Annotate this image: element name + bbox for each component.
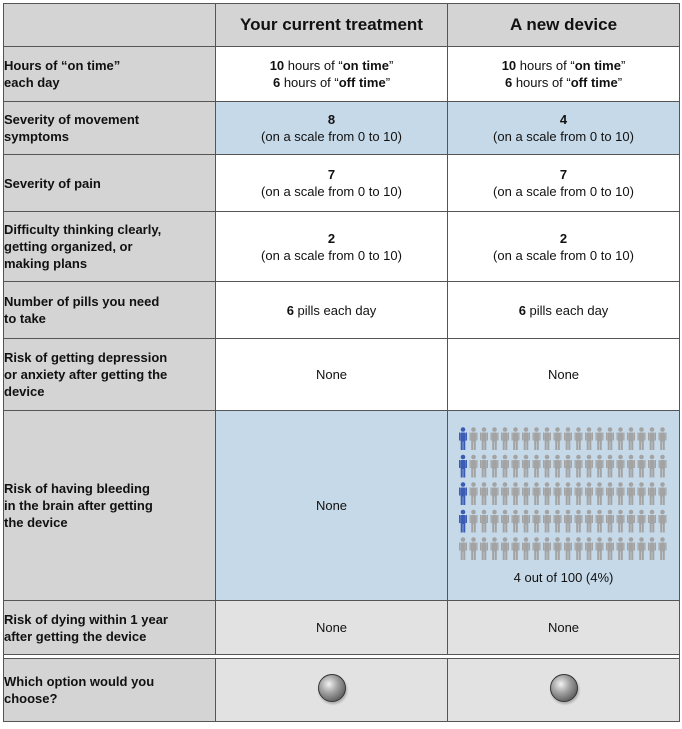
- value-number: 10: [269, 58, 285, 73]
- person-icon: [553, 427, 561, 450]
- person-icon: [648, 482, 656, 505]
- person-icon: [501, 482, 509, 505]
- person-icon: [543, 510, 551, 533]
- value-text: pills each day: [293, 302, 377, 318]
- person-icon: [469, 537, 477, 560]
- value-emphasis: on time: [574, 58, 621, 73]
- person-icon: [595, 427, 603, 450]
- person-icon: [616, 427, 624, 450]
- person-icon: [511, 482, 519, 505]
- cell-device: None: [448, 601, 680, 655]
- row-label-line: Severity of movement: [4, 112, 140, 127]
- header-row: [4, 4, 680, 47]
- person-icon: [627, 482, 635, 505]
- person-icon: [532, 427, 540, 450]
- person-icon: [658, 427, 666, 450]
- row-label-line: Number of pills you need: [4, 294, 160, 309]
- value-text: hours of “: [516, 58, 575, 73]
- cell-current: [216, 282, 448, 339]
- value-text: hours of “: [512, 75, 571, 90]
- row-dying: [4, 601, 680, 655]
- row-label: [4, 659, 216, 722]
- person-icon: [490, 482, 498, 505]
- person-icon: [511, 510, 519, 533]
- person-icon: [501, 427, 509, 450]
- person-icon: [564, 537, 572, 560]
- person-icon: [574, 455, 582, 478]
- person-icon: [543, 482, 551, 505]
- person-icon: [616, 455, 624, 478]
- cell-device: [448, 155, 680, 212]
- row-label-line: Which option would you: [4, 674, 155, 689]
- row-label-line: making plans: [4, 256, 88, 271]
- cell-current: [216, 47, 448, 102]
- row-label-line: the device: [4, 515, 68, 530]
- cell-current: None: [216, 339, 448, 411]
- person-icon: [616, 482, 624, 505]
- person-icon: [648, 427, 656, 450]
- row-thinking: [4, 212, 680, 282]
- cell-current: [216, 212, 448, 282]
- person-icon: [627, 537, 635, 560]
- person-icon-affected: [459, 510, 467, 533]
- person-icon: [595, 510, 603, 533]
- person-icon: [469, 455, 477, 478]
- row-label: [4, 47, 216, 102]
- row-label-line: Difficulty thinking clearly,: [4, 222, 162, 237]
- cell-device: [448, 282, 680, 339]
- row-movement: [4, 102, 680, 155]
- value-number: 6: [504, 75, 513, 90]
- person-icon: [574, 427, 582, 450]
- row-depression: [4, 339, 680, 411]
- row-label-line: Risk of having bleeding: [4, 481, 150, 496]
- person-icon: [637, 455, 645, 478]
- value-text: ”: [385, 75, 391, 90]
- row-label: [4, 102, 216, 155]
- person-icon: [522, 482, 530, 505]
- value-number: 6: [272, 75, 281, 90]
- person-icon: [532, 455, 540, 478]
- person-icon: [606, 482, 614, 505]
- person-icon: [574, 510, 582, 533]
- choose-device-radio[interactable]: [550, 674, 578, 702]
- cell-device: [448, 659, 680, 722]
- header-corner: [4, 4, 216, 47]
- value-number: 4: [559, 112, 568, 127]
- row-label-line: Hours of “on time”: [4, 58, 121, 73]
- person-icon: [553, 482, 561, 505]
- person-icon-affected: [459, 427, 467, 450]
- column-header-current: Your current treatment: [216, 4, 448, 47]
- column-header-device: A new device: [448, 4, 680, 47]
- row-label: [4, 601, 216, 655]
- row-label-line: in the brain after getting: [4, 498, 153, 513]
- icon-array: [458, 425, 670, 563]
- row-label: [4, 212, 216, 282]
- row-label-line: Severity of pain: [4, 175, 101, 191]
- cell-current: [216, 102, 448, 155]
- person-icon: [469, 482, 477, 505]
- person-icon: [490, 537, 498, 560]
- person-icon: [658, 510, 666, 533]
- person-icon: [637, 537, 645, 560]
- value-text: pills each day: [525, 302, 609, 318]
- person-icon: [480, 482, 488, 505]
- row-label-line: choose?: [4, 691, 58, 706]
- person-icon: [616, 537, 624, 560]
- value-number: 2: [327, 230, 336, 246]
- row-choose: [4, 659, 680, 722]
- person-icon: [480, 455, 488, 478]
- person-icon: [522, 427, 530, 450]
- row-label-line: to take: [4, 311, 46, 326]
- value-scale: (on a scale from 0 to 10): [493, 247, 634, 263]
- person-icon: [606, 510, 614, 533]
- person-icon: [574, 482, 582, 505]
- value-number: 7: [559, 167, 568, 182]
- person-icon: [532, 482, 540, 505]
- value-text: ”: [617, 75, 623, 90]
- person-icon: [648, 537, 656, 560]
- person-icon: [658, 482, 666, 505]
- person-icon: [637, 427, 645, 450]
- row-label-line: after getting the device: [4, 628, 147, 644]
- value-text: ”: [388, 58, 394, 73]
- person-icon: [658, 455, 666, 478]
- person-icon: [585, 482, 593, 505]
- person-icon: [627, 510, 635, 533]
- row-hours: [4, 47, 680, 102]
- person-icon: [658, 537, 666, 560]
- person-icon: [480, 427, 488, 450]
- comparison-table: [3, 3, 680, 722]
- person-icon: [606, 427, 614, 450]
- person-icon: [469, 510, 477, 533]
- person-icon: [564, 510, 572, 533]
- cell-device: [448, 212, 680, 282]
- person-icon: [522, 510, 530, 533]
- person-icon: [574, 537, 582, 560]
- cell-device: [448, 102, 680, 155]
- person-icon: [501, 537, 509, 560]
- row-label-line: getting organized, or: [4, 239, 133, 254]
- person-icon: [511, 455, 519, 478]
- choose-current-radio[interactable]: [318, 674, 346, 702]
- person-icon: [585, 427, 593, 450]
- value-text: hours of “: [280, 75, 339, 90]
- cell-current: None: [216, 411, 448, 601]
- person-icon: [459, 537, 467, 560]
- person-icon: [511, 427, 519, 450]
- person-icon: [532, 510, 540, 533]
- row-label: [4, 339, 216, 411]
- person-icon: [564, 482, 572, 505]
- person-icon: [627, 455, 635, 478]
- cell-device: None: [448, 339, 680, 411]
- person-icon: [522, 537, 530, 560]
- person-icon-affected: [459, 455, 467, 478]
- value-number: 6: [286, 302, 294, 318]
- person-icon: [606, 455, 614, 478]
- value-emphasis: on time: [342, 58, 389, 73]
- person-icon: [501, 455, 509, 478]
- person-icon: [595, 482, 603, 505]
- value-text: hours of “: [284, 58, 343, 73]
- person-icon: [595, 537, 603, 560]
- value-emphasis: off time: [338, 75, 386, 90]
- row-label: [4, 411, 216, 601]
- person-icon: [595, 455, 603, 478]
- row-bleeding: [4, 411, 680, 601]
- row-label-line: symptoms: [4, 129, 70, 144]
- person-icon: [490, 510, 498, 533]
- value-scale: (on a scale from 0 to 10): [261, 184, 402, 199]
- person-icon: [511, 537, 519, 560]
- value-number: 6: [518, 302, 526, 318]
- person-icon: [585, 455, 593, 478]
- person-icon: [585, 537, 593, 560]
- row-label: [4, 155, 216, 212]
- cell-current: [216, 659, 448, 722]
- person-icon: [648, 455, 656, 478]
- cell-device: [448, 411, 680, 601]
- person-icon: [648, 510, 656, 533]
- row-label-line: each day: [4, 75, 60, 90]
- person-icon: [564, 427, 572, 450]
- person-icon: [543, 455, 551, 478]
- person-icon: [585, 510, 593, 533]
- value-number: 7: [327, 167, 336, 182]
- value-emphasis: off time: [570, 75, 618, 90]
- person-icon: [553, 510, 561, 533]
- person-icon: [564, 455, 572, 478]
- person-icon: [490, 455, 498, 478]
- person-icon: [637, 482, 645, 505]
- value-text: ”: [620, 58, 626, 73]
- person-icon: [480, 510, 488, 533]
- row-label-line: or anxiety after getting the: [4, 367, 168, 382]
- row-label: [4, 282, 216, 339]
- value-scale: (on a scale from 0 to 10): [493, 129, 634, 144]
- person-icon: [532, 537, 540, 560]
- person-icon: [627, 427, 635, 450]
- value-scale: (on a scale from 0 to 10): [261, 129, 402, 144]
- cell-current: None: [216, 601, 448, 655]
- person-icon: [543, 537, 551, 560]
- person-icon: [616, 510, 624, 533]
- person-icon: [553, 455, 561, 478]
- cell-current: [216, 155, 448, 212]
- person-icon: [606, 537, 614, 560]
- person-icon: [501, 510, 509, 533]
- person-icon: [480, 537, 488, 560]
- risk-caption: 4 out of 100 (4%): [513, 570, 614, 585]
- person-icon: [637, 510, 645, 533]
- person-icon: [522, 455, 530, 478]
- row-pain: [4, 155, 680, 212]
- person-icon: [490, 427, 498, 450]
- row-label-line: Risk of dying within 1 year: [4, 611, 168, 627]
- person-icon: [469, 427, 477, 450]
- row-pills: [4, 282, 680, 339]
- person-icon-affected: [459, 482, 467, 505]
- row-label-line: device: [4, 384, 45, 399]
- value-number: 2: [559, 230, 568, 246]
- person-icon: [553, 537, 561, 560]
- cell-device: [448, 47, 680, 102]
- value-scale: (on a scale from 0 to 10): [493, 184, 634, 199]
- value-number: 8: [327, 112, 336, 127]
- row-label-line: Risk of getting depression: [4, 350, 168, 365]
- value-scale: (on a scale from 0 to 10): [261, 247, 402, 263]
- person-icon: [543, 427, 551, 450]
- value-number: 10: [501, 58, 517, 73]
